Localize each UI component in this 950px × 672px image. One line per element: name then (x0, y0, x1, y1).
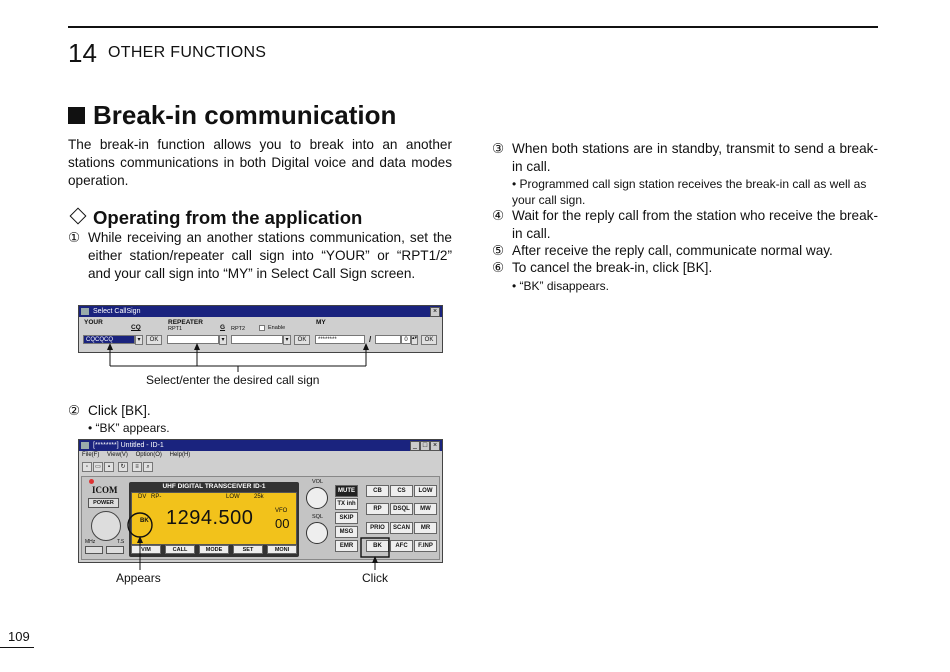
bk-button[interactable]: BK (366, 540, 389, 552)
menu-view[interactable]: View(V) (107, 452, 128, 458)
page-number: 109 (8, 629, 30, 644)
callsign-caption: Select/enter the desired call sign (146, 373, 320, 387)
step-6-note: • “BK” disappears. (512, 279, 609, 293)
lcd-step: 25k (254, 494, 264, 500)
prio-button[interactable]: PRIO (366, 522, 389, 534)
step-2: ② Click [BK]. (68, 403, 151, 418)
step-1: ① While receiving an another stations communication, set the either station/repeater call sign into “YOUR” or “RPT1/2” and your call sign into “MY” in Select Call Sign screen. (68, 230, 452, 281)
new-file-icon[interactable]: ▫ (82, 462, 92, 472)
your-ok-button[interactable]: OK (146, 335, 162, 345)
maximize-icon[interactable]: □ (420, 441, 430, 451)
call-button[interactable]: CALL (165, 545, 195, 554)
mw-button[interactable]: MW (414, 503, 437, 515)
step-5: ⑤ After receive the reply call, communicate normal way. (492, 243, 833, 258)
moni-button[interactable]: MONI (267, 545, 297, 554)
page-number-rule (0, 647, 34, 648)
brand-logo: ICOM (92, 485, 118, 495)
spin-arrows-icon[interactable]: ▴▾ (411, 335, 418, 345)
set-button[interactable]: SET (233, 545, 263, 554)
menu-help[interactable]: Help(H) (169, 452, 191, 458)
low-button[interactable]: LOW (414, 485, 437, 497)
refresh-icon[interactable]: ↻ (118, 462, 128, 472)
g-button[interactable]: G (220, 324, 226, 331)
chapter-number: 14 (68, 38, 97, 68)
rpt1-label: RPT1 (168, 326, 183, 332)
list-icon[interactable]: ≡ (132, 462, 142, 472)
section-title: Break-in communication (68, 100, 396, 131)
my-ok-button[interactable]: OK (421, 335, 437, 345)
close-icon[interactable]: × (430, 307, 440, 317)
your-dropdown-arrow-icon[interactable]: ▾ (135, 335, 143, 345)
rp-button[interactable]: RP (366, 503, 389, 515)
my-slash: / (369, 335, 372, 344)
lcd-channel: 00 (275, 516, 290, 531)
lcd-title: UHF DIGITAL TRANSCEIVER ID-1 (162, 483, 266, 490)
finp-button[interactable]: F.INP (414, 540, 437, 552)
power-button[interactable]: POWER (88, 498, 119, 508)
lcd-dv: DV (138, 494, 147, 500)
mhz-label: MHz (85, 539, 96, 545)
your-callsign-input[interactable]: CQCQCQ (83, 335, 135, 344)
afc-button[interactable]: AFC (390, 540, 413, 552)
mode-button[interactable]: MODE (199, 545, 229, 554)
lcd-rp: RP- (151, 494, 162, 500)
chapter-title: OTHER FUNCTIONS (108, 44, 267, 61)
open-folder-icon[interactable]: ▭ (93, 462, 103, 472)
ts-label: T.S (117, 539, 125, 545)
step-3-note: • Programmed call sign station receives the break-in call as well as your call sign. (512, 177, 867, 207)
frequency-display: 1294.500 (166, 507, 254, 529)
my-label: MY (316, 319, 326, 326)
cb-button[interactable]: CB (366, 485, 389, 497)
skip-button[interactable]: SKIP (335, 512, 358, 524)
vm-button[interactable]: V/M (131, 545, 161, 554)
enable-label: Enable (268, 325, 286, 331)
subsection-title: Operating from the application (68, 207, 362, 229)
step-2-note: • “BK” appears. (88, 421, 170, 435)
mute-button[interactable]: MUTE (335, 485, 358, 497)
step-4: ④ Wait for the reply call from the station who receive the break-in call. (492, 208, 878, 241)
emr-button[interactable]: EMR (335, 540, 358, 552)
rpt1-dropdown-arrow-icon[interactable]: ▾ (219, 335, 227, 345)
msg-button[interactable]: MSG (335, 526, 358, 538)
lcd-vfo: VFO (275, 508, 288, 514)
zoom-icon[interactable]: ⌕ (143, 462, 153, 472)
step-3: ③ When both stations are in standby, transmit to send a break-in call. (492, 141, 878, 174)
cs-button[interactable]: CS (390, 485, 413, 497)
my-callsign-input[interactable]: ******** (315, 335, 365, 344)
rpt2-label: RPT2 (231, 326, 246, 332)
mr-button[interactable]: MR (414, 522, 437, 534)
save-icon[interactable]: ▪ (104, 462, 114, 472)
lcd-bk-indicator: BK (140, 518, 149, 524)
your-label: YOUR (84, 319, 103, 326)
my-spin-value[interactable]: 0 (401, 335, 411, 344)
close-icon[interactable]: × (430, 441, 440, 451)
menu-file[interactable]: File(F) (82, 452, 100, 458)
repeater-label: REPEATER (168, 319, 203, 326)
click-caption: Click (362, 571, 388, 585)
cq-button[interactable]: CQ (131, 324, 141, 331)
repeater-ok-button[interactable]: OK (294, 335, 310, 345)
lcd-low: LOW (226, 494, 240, 500)
scan-button[interactable]: SCAN (390, 522, 413, 534)
appears-caption: Appears (116, 571, 161, 585)
menu-option[interactable]: Option(O) (135, 452, 162, 458)
callsign-titlebar: Select CallSign × (79, 306, 442, 317)
sql-label: SQL (312, 514, 324, 520)
vol-label: VOL (312, 479, 324, 485)
intro-paragraph: The break-in function allows you to break into an another stations communications in both Digital voice and data modes operation. (68, 137, 452, 188)
radio-titlebar: [********] Untitled - ID-1 _ □ × (79, 440, 442, 451)
minimize-icon[interactable]: _ (410, 441, 420, 451)
step-6: ⑥ To cancel the break-in, click [BK]. (492, 260, 713, 275)
rpt2-dropdown-arrow-icon[interactable]: ▾ (283, 335, 291, 345)
tx-inh-button[interactable]: TX inh (335, 498, 358, 510)
dsql-button[interactable]: DSQL (390, 503, 413, 515)
